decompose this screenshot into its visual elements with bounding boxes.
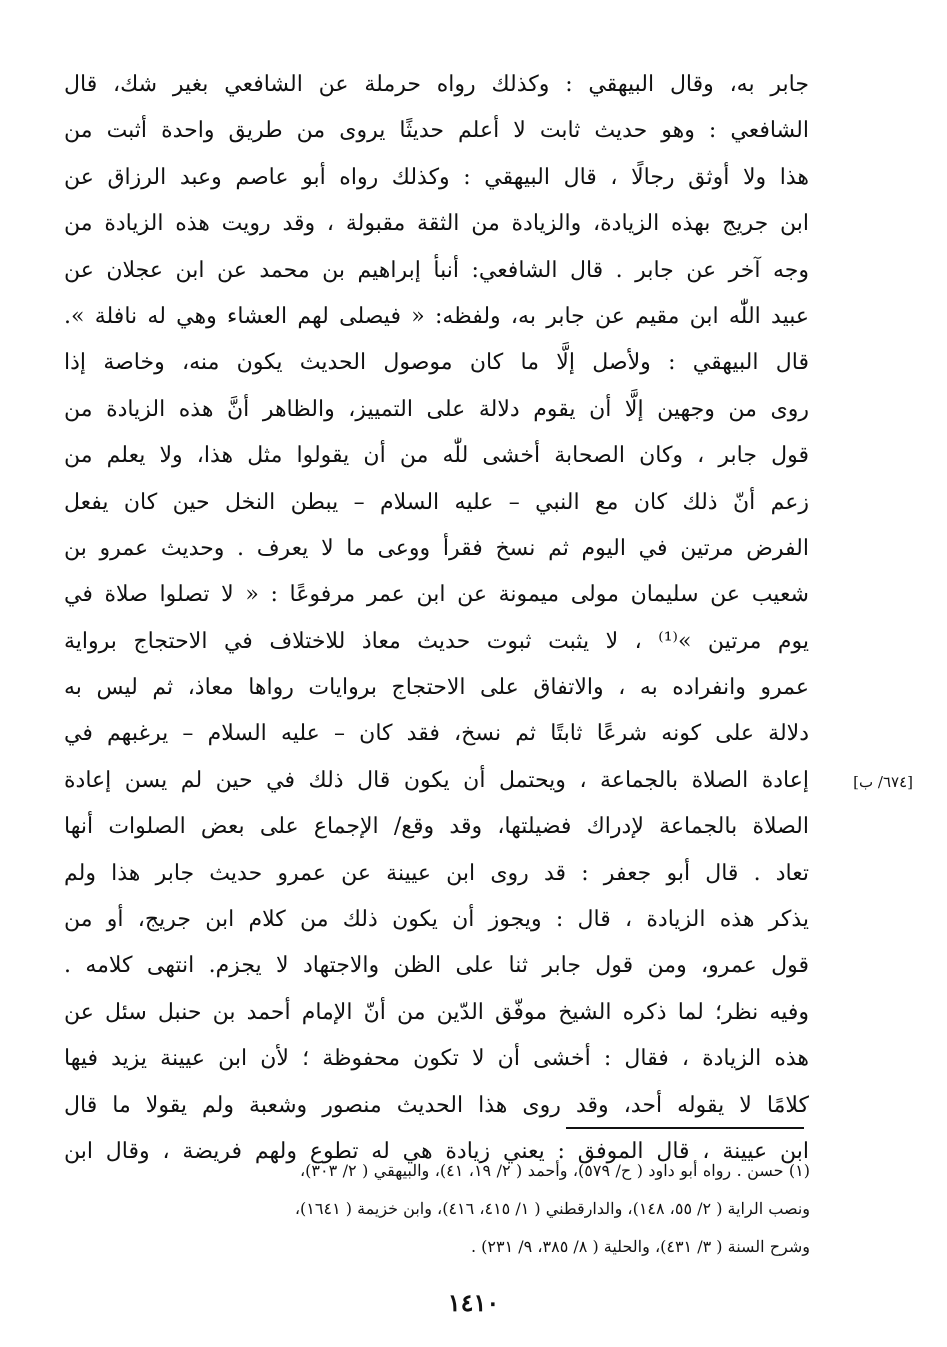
text-line: الصلاة بالجماعة لإدراك فضيلتها، وقد وقع/ الإجماع على بعض الصلوات أنها (64, 814, 809, 840)
text-line: قول جابر ، وكان الصحابة أخشى للّٰه من أن يقولوا مثل هذا، ولا يعلم من (64, 443, 809, 469)
text-line: قال البيهقي : ولأصل إلَّا ما كان موصول الحديث يكون منه، وخاصة إذا (64, 350, 809, 376)
text-line: ابن جريج بهذه الزيادة، والزيادة من الثقة مقبولة ، وقد رويت هذه الزيادة من (64, 211, 809, 237)
text-line: وجه آخر عن جابر . قال الشافعي: أنبأ إبراهيم بن محمد عن ابن عجلان عن (64, 257, 809, 283)
footnote-line: (١) حسن . رواه أبو داود ( ح/ ٥٧٩)، وأحمد ( ٢/ ١٩، ٤١)، والبيهقي ( ٢/ ٣٠٣)، (300, 1161, 811, 1180)
text-line: عبيد اللّٰه ابن مقيم عن جابر به، ولفظه: « فيصلى لهم العشاء وهي له نافلة ». (64, 303, 809, 329)
text-line: كلامًا لا يقوله أحد، وقد روى هذا الحديث منصور وشعبة ولم يقولا ما قال (64, 1092, 809, 1118)
text-line: الشافعي : وهو حديث ثابت لا أعلم حديثًا يروى من طريق واحدة أثبت من (64, 118, 809, 144)
text-line: ابن عيينة ، قال الموفق : يعني زيادة هي له تطوع ولهم فريضة ، وقال ابن (64, 1138, 809, 1164)
main-text-body (64, 62, 809, 1175)
footnotes (294, 1152, 811, 1266)
page-number: ١٤١٠ (447, 1288, 500, 1317)
text-line: جابر به، وقال البيهقي : وكذلك رواه حرملة عن الشافعي بغير شك، قال (64, 72, 809, 97)
footnote-line: وشرح السنة ( ٣/ ٤٣١)، والحلية ( ٨/ ٣٨٥، ٩/ ٢٣١) . (470, 1237, 810, 1256)
manuscript-folio-marker: [٦٧٤/ ب] (853, 773, 913, 791)
text-line: وفيه نظر؛ لما ذكره الشيخ موفّق الدّين من أنّ الإمام أحمد بن حنبل سئل عن (64, 999, 809, 1025)
text-line: قول عمرو، ومن قول جابر ثنا على الظن والاجتهاد لا يجزم. انتهى كلامه . (64, 953, 809, 979)
text-line: تعاد . قال أبو جعفر : قد روى ابن عيينة عن عمرو حديث جابر هذا ولم (64, 860, 809, 886)
text-line: إعادة الصلاة بالجماعة ، ويحتمل أن يكون قال ذلك في حين لم يسن إعادة (64, 767, 809, 793)
text-line: شعيب عن سليمان مولى ميمونة عن ابن عمر مرفوعًا : « لا تصلوا صلاة في (64, 582, 809, 608)
text-line: هذا ولا أوثق رجالًا ، قال البيهقي : وكذلك رواه أبو عاصم وعبد الرزاق عن (64, 164, 809, 190)
text-line: الفرض مرتين في اليوم ثم نسخ فقرأ ووعى ما لا يعرف . وحديث عمرو بن (64, 535, 809, 561)
footnote-line: ونصب الراية ( ٢/ ٥٥، ١٤٨)، والدارقطني ( ١/ ٤١٥، ٤١٦)، وابن خزيمة ( ١٦٤١)، (294, 1199, 810, 1218)
text-line: هذه الزيادة ، فقال : أخشى أن لا تكون محفوظة ؛ لأن ابن عيينة يزيد فيها (64, 1046, 809, 1072)
footnote-separator (566, 1127, 804, 1129)
text-line: زعم أنّ ذلك كان مع النبي – عليه السلام – يبطن النخل حين كان يفعل (64, 489, 809, 515)
text-line: عمرو وانفراده به ، والاتفاق على الاحتجاج بروايات رواها معاذ، ثم ليس به (64, 675, 809, 701)
text-line: يذكر هذه الزيادة ، قال : ويجوز أن يكون ذلك من كلام ابن جريج، أو من (64, 907, 809, 933)
text-line: روى من وجهين إلَّا أن يقوم دلالة على التمييز، والظاهر أنَّ هذه الزيادة من (64, 396, 809, 422)
text-line: يوم مرتين »⁽¹⁾ ، لا يثبت ثبوت حديث معاذ للاختلاف في الاحتجاج برواية (64, 628, 810, 654)
text-line: دلالة على كونه شرعًا ثابتًا ثم نسخ، فقد كان – عليه السلام – يرغبهم في (64, 721, 809, 747)
